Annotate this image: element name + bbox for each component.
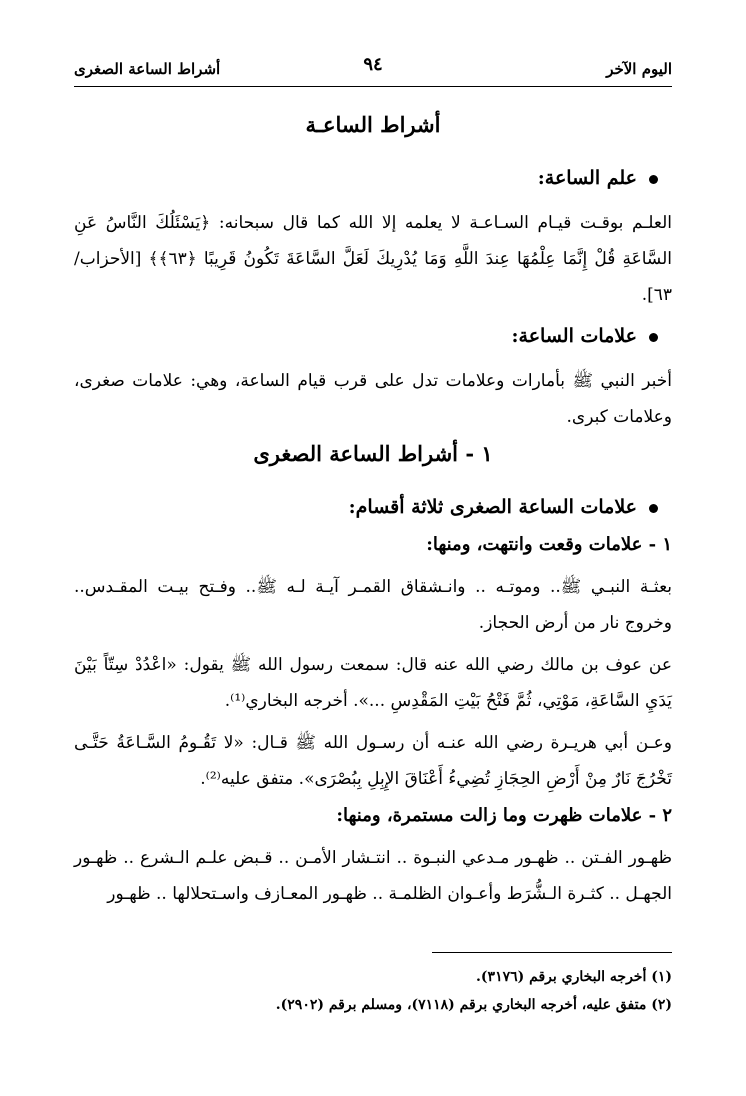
header-section: أشراط الساعة الصغرى bbox=[74, 60, 221, 78]
paragraph-hadith-abu-hurayra: وعـن أبي هريـرة رضي الله عنـه أن رسـول الله ﷺ قـال: «لا تَقُـومُ السَّـاعَةُ حَتَّـى تَخْرُجَ نَارٌ مِنْ أَرْضِ الحِجَازِ تُضِيءُ أَعْنَاقَ الإِبِلِ بِبُصْرَى». متفق عليه⁽²⁾. bbox=[74, 733, 672, 789]
header-rule bbox=[74, 86, 672, 87]
heading-signs-of-hour bbox=[74, 325, 658, 347]
page-number: ٩٤ bbox=[363, 54, 383, 75]
header-chapter: اليوم الآخر bbox=[606, 60, 672, 78]
page-title: أشراط الساعـة bbox=[305, 112, 441, 137]
heading-minor-signs bbox=[74, 496, 658, 518]
paragraph-signs: أخبر النبي ﷺ بأمارات وعلامات تدل على قرب قيام الساعة، وهي: علامات صغرى، وعلامات كبرى. bbox=[74, 371, 672, 427]
footnote-rule bbox=[432, 952, 672, 953]
subheading-ongoing-signs: ٢ - علامات ظهرت وما زالت مستمرة، ومنها: bbox=[336, 805, 672, 826]
running-header bbox=[74, 54, 672, 84]
paragraph-knowledge: العلـم بوقـت قيـام السـاعـة لا يعلمه إلا الله كما قال سبحانه: ﴿يَسْئَلُكَ النَّاسُ عَنِ السَّاعَةِ قُلْ إِنَّمَا عِلْمُهَا عِندَ اللَّهِ وَمَا يُدْرِيكَ لَعَلَّ السَّاعَةَ تَكُونُ قَرِيبًا ﴿٦٣﴾﴾ [الأحزاب/٦٣]. bbox=[74, 213, 672, 305]
paragraph-ongoing-signs: ظهـور الفـتن .. ظهـور مـدعي النبـوة .. انتـشار الأمـن .. قـبض علـم الـشرع .. ظهـور الجهـل .. كثـرة الـشُّرَط وأعـوان الظلمـة .. ظهـور المعـازف واسـتحلالها .. ظهـور bbox=[74, 848, 672, 904]
footnotes bbox=[74, 952, 672, 1019]
heading-text: علم الساعة: bbox=[537, 167, 637, 189]
subheading-past-signs: ١ - علامات وقعت وانتهت، ومنها: bbox=[426, 534, 672, 555]
bullet-icon bbox=[649, 333, 658, 342]
heading-text: علامات الساعة الصغرى ثلاثة أقسام: bbox=[348, 496, 637, 518]
paragraph-past-signs: بعثـة النبـي ﷺ.. وموتـه .. وانـشقاق القمـر آيـة لـه ﷺ.. وفـتح بيـت المقـدس.. وخروج نار من أرض الحجاز. bbox=[74, 577, 672, 633]
heading-knowledge-of-hour bbox=[74, 167, 658, 189]
paragraph-hadith-auf: عن عوف بن مالك رضي الله عنه قال: سمعت رسول الله ﷺ يقول: «اعْدُدْ سِتّاً بَيْنَ يَدَيِ السَّاعَةِ، مَوْتِي، ثُمَّ فَتْحُ بَيْتِ المَقْدِسِ ...». أخرجه البخاري⁽¹⁾. bbox=[74, 655, 672, 711]
page-body bbox=[74, 96, 672, 918]
heading-text: علامات الساعة: bbox=[511, 325, 637, 347]
part-title: ١ - أشراط الساعة الصغرى bbox=[253, 441, 493, 466]
bullet-icon bbox=[649, 175, 658, 184]
footnote-1: (١) أخرجه البخاري برقم (٣١٧٦). bbox=[476, 969, 672, 985]
footnote-2: (٢) متفق عليه، أخرجه البخاري برقم (٧١١٨)، ومسلم برقم (٢٩٠٢). bbox=[275, 997, 672, 1013]
bullet-icon bbox=[649, 504, 658, 513]
